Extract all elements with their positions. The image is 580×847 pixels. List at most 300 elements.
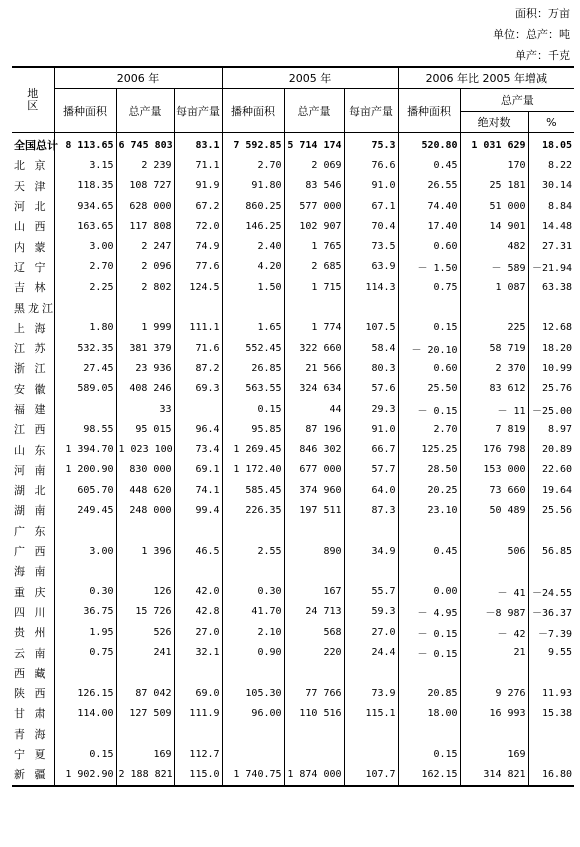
value-cell: 408 246 (116, 379, 174, 399)
table-row (12, 133, 574, 156)
value-cell (54, 521, 116, 541)
value-cell: 2 247 (116, 236, 174, 256)
table-row (12, 379, 574, 399)
value-cell: 10.99 (528, 358, 574, 378)
region-cell: 江 西 (14, 423, 49, 437)
table-row (12, 663, 574, 683)
value-cell (344, 663, 398, 683)
table-row (12, 521, 574, 541)
value-cell (398, 297, 460, 317)
table-row (12, 318, 574, 338)
value-cell: 605.70 (54, 480, 116, 500)
value-cell: 115.1 (344, 703, 398, 723)
region-cell: 陕 西 (14, 687, 49, 701)
value-cell (284, 521, 344, 541)
value-cell: 6 745 803 (116, 133, 174, 156)
value-cell: 520.80 (398, 133, 460, 156)
value-cell: 0.00 (398, 582, 460, 602)
value-cell (460, 297, 528, 317)
value-cell: 14 901 (460, 216, 528, 236)
value-cell: 91.0 (344, 419, 398, 439)
value-cell: 18.05 (528, 133, 574, 156)
region-cell: 江 苏 (14, 342, 49, 356)
value-cell (54, 399, 116, 419)
table-row (12, 582, 574, 602)
value-cell (398, 663, 460, 683)
region-cell: 浙 江 (14, 362, 49, 376)
value-cell (460, 561, 528, 581)
value-cell: 105.30 (222, 683, 284, 703)
value-cell: 2.55 (222, 541, 284, 561)
value-cell: － 0.15 (398, 399, 460, 419)
table-row (12, 744, 574, 764)
value-cell: 0.75 (54, 642, 116, 662)
value-cell: 1 740.75 (222, 764, 284, 785)
header-absolute: 绝对数 (460, 112, 528, 133)
table-row (12, 155, 574, 175)
region-cell: 河 南 (14, 463, 49, 477)
value-cell: 12.68 (528, 318, 574, 338)
value-cell: －8 987 (460, 602, 528, 622)
value-cell (398, 521, 460, 541)
region-cell: 海 南 (14, 565, 49, 579)
value-cell: 167 (284, 582, 344, 602)
region-cell: 内 蒙 (14, 240, 49, 254)
value-cell: 8.84 (528, 196, 574, 216)
value-cell (174, 521, 222, 541)
value-cell: 98.55 (54, 419, 116, 439)
value-cell: 170 (460, 155, 528, 175)
value-cell (460, 521, 528, 541)
region-cell: 山 西 (14, 220, 49, 234)
value-cell: 0.15 (398, 318, 460, 338)
header-area-change: 播种面积 (398, 89, 460, 133)
value-cell: 36.75 (54, 602, 116, 622)
table-row (12, 480, 574, 500)
value-cell: 21 (460, 642, 528, 662)
value-cell: 15 726 (116, 602, 174, 622)
value-cell: 1 874 000 (284, 764, 344, 785)
value-cell (460, 724, 528, 744)
value-cell: 1 396 (116, 541, 174, 561)
table-row (12, 602, 574, 622)
value-cell: 322 660 (284, 338, 344, 358)
value-cell: 0.15 (54, 744, 116, 764)
value-cell: 127 509 (116, 703, 174, 723)
value-cell (222, 521, 284, 541)
value-cell: 5 714 174 (284, 133, 344, 156)
value-cell: 1 902.90 (54, 764, 116, 785)
value-cell (174, 663, 222, 683)
table-row (12, 338, 574, 358)
value-cell: 27.45 (54, 358, 116, 378)
value-cell: 83.1 (174, 133, 222, 156)
value-cell: 99.4 (174, 500, 222, 520)
table-row (12, 297, 574, 317)
value-cell: 87.2 (174, 358, 222, 378)
value-cell: 28.50 (398, 460, 460, 480)
table-row (12, 561, 574, 581)
value-cell: 677 000 (284, 460, 344, 480)
value-cell (528, 744, 574, 764)
table-row (12, 683, 574, 703)
region-cell: 福 建 (14, 403, 49, 416)
value-cell: 42.8 (174, 602, 222, 622)
value-cell: 71.1 (174, 155, 222, 175)
value-cell: － 42 (460, 622, 528, 642)
value-cell: 563.55 (222, 379, 284, 399)
value-cell: 58 719 (460, 338, 528, 358)
value-cell: 249.45 (54, 500, 116, 520)
value-cell: 4.20 (222, 257, 284, 277)
value-cell: － 0.15 (398, 642, 460, 662)
value-cell: 20.89 (528, 439, 574, 459)
value-cell: 34.9 (344, 541, 398, 561)
value-cell (398, 724, 460, 744)
value-cell: 42.0 (174, 582, 222, 602)
value-cell: 21 566 (284, 358, 344, 378)
value-cell (54, 561, 116, 581)
value-cell: 22.60 (528, 460, 574, 480)
value-cell (528, 724, 574, 744)
value-cell: 87 196 (284, 419, 344, 439)
value-cell (528, 561, 574, 581)
header-2006: 2006 年 (54, 67, 222, 89)
value-cell: 18.00 (398, 703, 460, 723)
value-cell: 74.1 (174, 480, 222, 500)
table-row (12, 703, 574, 723)
value-cell: 83 612 (460, 379, 528, 399)
region-cell: 甘 肃 (14, 707, 49, 721)
table-row (12, 642, 574, 662)
value-cell: 1 087 (460, 277, 528, 297)
value-cell: 63.9 (344, 257, 398, 277)
value-cell: 589.05 (54, 379, 116, 399)
value-cell: 23.10 (398, 500, 460, 520)
value-cell: 74.40 (398, 196, 460, 216)
value-cell: 8.97 (528, 419, 574, 439)
value-cell: 448 620 (116, 480, 174, 500)
value-cell: 934.65 (54, 196, 116, 216)
value-cell: 126.15 (54, 683, 116, 703)
value-cell (284, 561, 344, 581)
value-cell: 110 516 (284, 703, 344, 723)
value-cell: －36.37 (528, 602, 574, 622)
unit-area: 面积：万亩 (515, 7, 570, 20)
value-cell: 890 (284, 541, 344, 561)
value-cell: 2.70 (222, 155, 284, 175)
value-cell: － 20.10 (398, 338, 460, 358)
value-cell: 3.00 (54, 236, 116, 256)
value-cell: 2.70 (54, 257, 116, 277)
value-cell: 30.14 (528, 176, 574, 196)
region-cell: 全国总计 (14, 139, 58, 153)
value-cell: 552.45 (222, 338, 284, 358)
value-cell: 27.31 (528, 236, 574, 256)
region-cell: 宁 夏 (14, 748, 49, 762)
value-cell: 830 000 (116, 460, 174, 480)
value-cell: 107.7 (344, 764, 398, 785)
value-cell (222, 744, 284, 764)
value-cell (284, 663, 344, 683)
table-row (12, 216, 574, 236)
region-cell: 安 徽 (14, 382, 49, 396)
value-cell: 241 (116, 642, 174, 662)
value-cell: 27.0 (344, 622, 398, 642)
value-cell: 2 239 (116, 155, 174, 175)
value-cell: 7 819 (460, 419, 528, 439)
table-row (12, 176, 574, 196)
value-cell: 51 000 (460, 196, 528, 216)
value-cell: 860.25 (222, 196, 284, 216)
value-cell: 169 (116, 744, 174, 764)
value-cell: 63.38 (528, 277, 574, 297)
header-change: 2006 年比 2005 年增减 (398, 67, 574, 89)
value-cell: 15.38 (528, 703, 574, 723)
table-row (12, 358, 574, 378)
region-cell: 重 庆 (14, 585, 49, 599)
value-cell: 59.3 (344, 602, 398, 622)
value-cell: 20.25 (398, 480, 460, 500)
value-cell: 91.0 (344, 176, 398, 196)
value-cell: 124.5 (174, 277, 222, 297)
value-cell: 1 200.90 (54, 460, 116, 480)
value-cell: 16 993 (460, 703, 528, 723)
value-cell (344, 744, 398, 764)
value-cell (344, 724, 398, 744)
value-cell (54, 724, 116, 744)
value-cell (398, 561, 460, 581)
value-cell: 25.76 (528, 379, 574, 399)
value-cell (174, 399, 222, 419)
value-cell: 115.0 (174, 764, 222, 785)
table-row (12, 439, 574, 459)
value-cell: 0.75 (398, 277, 460, 297)
region-cell: 河 北 (14, 200, 49, 214)
value-cell: 112.7 (174, 744, 222, 764)
table-row (12, 500, 574, 520)
table-row (12, 399, 574, 419)
value-cell: 87 042 (116, 683, 174, 703)
value-cell: 2.40 (222, 236, 284, 256)
value-cell (284, 744, 344, 764)
value-cell (222, 297, 284, 317)
header-area-2005: 播种面积 (222, 89, 284, 133)
value-cell: 1 999 (116, 318, 174, 338)
value-cell: 220 (284, 642, 344, 662)
value-cell: 8.22 (528, 155, 574, 175)
value-cell: 146.25 (222, 216, 284, 236)
value-cell: 11.93 (528, 683, 574, 703)
value-cell: 226.35 (222, 500, 284, 520)
value-cell: 66.7 (344, 439, 398, 459)
value-cell: 83 546 (284, 176, 344, 196)
value-cell: 72.0 (174, 216, 222, 236)
value-cell: 314 821 (460, 764, 528, 785)
value-cell: 1 031 629 (460, 133, 528, 156)
value-cell: 126 (116, 582, 174, 602)
header-percent: % (528, 112, 574, 133)
table-row (12, 622, 574, 642)
value-cell: 67.2 (174, 196, 222, 216)
value-cell: 95.85 (222, 419, 284, 439)
header-region: 地 区 (12, 67, 54, 133)
header-output-change: 总产量 (460, 89, 574, 112)
table-row (12, 257, 574, 277)
header-yield-2005: 每亩产量 (344, 89, 398, 133)
value-cell: 69.3 (174, 379, 222, 399)
value-cell: 55.7 (344, 582, 398, 602)
value-cell: 73.4 (174, 439, 222, 459)
value-cell (116, 561, 174, 581)
value-cell: 102 907 (284, 216, 344, 236)
value-cell: 75.3 (344, 133, 398, 156)
value-cell: 44 (284, 399, 344, 419)
value-cell: 197 511 (284, 500, 344, 520)
value-cell: 118.35 (54, 176, 116, 196)
value-cell: 1 394.70 (54, 439, 116, 459)
value-cell: 2.10 (222, 622, 284, 642)
table-row (12, 541, 574, 561)
value-cell: 2 370 (460, 358, 528, 378)
region-cell: 广 东 (14, 524, 49, 538)
value-cell: 0.60 (398, 236, 460, 256)
value-cell (284, 297, 344, 317)
value-cell: 29.3 (344, 399, 398, 419)
value-cell: 117 808 (116, 216, 174, 236)
value-cell (116, 297, 174, 317)
value-cell: 2 802 (116, 277, 174, 297)
value-cell: 125.25 (398, 439, 460, 459)
value-cell: － 1.50 (398, 257, 460, 277)
value-cell: 163.65 (54, 216, 116, 236)
value-cell: 73.9 (344, 683, 398, 703)
value-cell: 26.55 (398, 176, 460, 196)
region-cell: 黑龙江 (14, 301, 56, 315)
unit-output: 单位：总产：吨 (493, 28, 570, 41)
value-cell: 107.5 (344, 318, 398, 338)
value-cell (116, 724, 174, 744)
value-cell: 111.9 (174, 703, 222, 723)
value-cell: 80.3 (344, 358, 398, 378)
value-cell (460, 663, 528, 683)
value-cell: 77 766 (284, 683, 344, 703)
value-cell: 1 774 (284, 318, 344, 338)
value-cell: －24.55 (528, 582, 574, 602)
value-cell: 2 188 821 (116, 764, 174, 785)
value-cell: 57.6 (344, 379, 398, 399)
value-cell: 19.64 (528, 480, 574, 500)
value-cell: 111.1 (174, 318, 222, 338)
value-cell: 46.5 (174, 541, 222, 561)
value-cell: 1.65 (222, 318, 284, 338)
value-cell: 1 023 100 (116, 439, 174, 459)
value-cell: 0.15 (222, 399, 284, 419)
region-cell: 湖 南 (14, 504, 49, 518)
value-cell (528, 297, 574, 317)
value-cell: 0.45 (398, 155, 460, 175)
statistics-table (12, 66, 574, 787)
value-cell: 482 (460, 236, 528, 256)
value-cell (174, 561, 222, 581)
table-header (12, 67, 574, 133)
value-cell: 91.80 (222, 176, 284, 196)
table-body (12, 133, 574, 786)
value-cell: 628 000 (116, 196, 174, 216)
value-cell: 74.9 (174, 236, 222, 256)
value-cell (344, 297, 398, 317)
value-cell: 25.50 (398, 379, 460, 399)
value-cell: 577 000 (284, 196, 344, 216)
value-cell (344, 521, 398, 541)
value-cell: －21.94 (528, 257, 574, 277)
value-cell: 3.00 (54, 541, 116, 561)
header-output-2006: 总产量 (116, 89, 174, 133)
value-cell: － 0.15 (398, 622, 460, 642)
value-cell: 248 000 (116, 500, 174, 520)
value-cell (116, 521, 174, 541)
value-cell: 58.4 (344, 338, 398, 358)
value-cell: 169 (460, 744, 528, 764)
value-cell: 96.4 (174, 419, 222, 439)
region-cell: 青 海 (14, 727, 49, 741)
value-cell: 20.85 (398, 683, 460, 703)
value-cell: 108 727 (116, 176, 174, 196)
unit-notes (370, 3, 570, 66)
value-cell: 2.25 (54, 277, 116, 297)
value-cell (222, 663, 284, 683)
region-cell: 辽 宁 (14, 260, 49, 274)
value-cell: 532.35 (54, 338, 116, 358)
value-cell: 24.4 (344, 642, 398, 662)
value-cell (54, 663, 116, 683)
value-cell: 25.56 (528, 500, 574, 520)
value-cell (528, 521, 574, 541)
value-cell: 16.80 (528, 764, 574, 785)
region-cell: 四 川 (14, 605, 49, 619)
value-cell: 69.1 (174, 460, 222, 480)
value-cell: 381 379 (116, 338, 174, 358)
region-cell: 云 南 (14, 646, 49, 660)
header-yield-2006: 每亩产量 (174, 89, 222, 133)
value-cell: 374 960 (284, 480, 344, 500)
value-cell: 324 634 (284, 379, 344, 399)
value-cell: 225 (460, 318, 528, 338)
value-cell (116, 663, 174, 683)
value-cell: 24 713 (284, 602, 344, 622)
value-cell: 0.90 (222, 642, 284, 662)
value-cell: 69.0 (174, 683, 222, 703)
region-cell: 新 疆 (12, 764, 54, 785)
value-cell: 568 (284, 622, 344, 642)
table-row (12, 277, 574, 297)
value-cell: 2.70 (398, 419, 460, 439)
value-cell (174, 297, 222, 317)
value-cell: 70.4 (344, 216, 398, 236)
region-cell: 吉 林 (14, 281, 49, 295)
region-cell: 上 海 (14, 321, 49, 335)
value-cell (54, 297, 116, 317)
value-cell: 176 798 (460, 439, 528, 459)
value-cell: 87.3 (344, 500, 398, 520)
value-cell (344, 561, 398, 581)
value-cell: 846 302 (284, 439, 344, 459)
value-cell: 95 015 (116, 419, 174, 439)
value-cell: 1 172.40 (222, 460, 284, 480)
value-cell: 67.1 (344, 196, 398, 216)
value-cell: 50 489 (460, 500, 528, 520)
value-cell: 0.45 (398, 541, 460, 561)
